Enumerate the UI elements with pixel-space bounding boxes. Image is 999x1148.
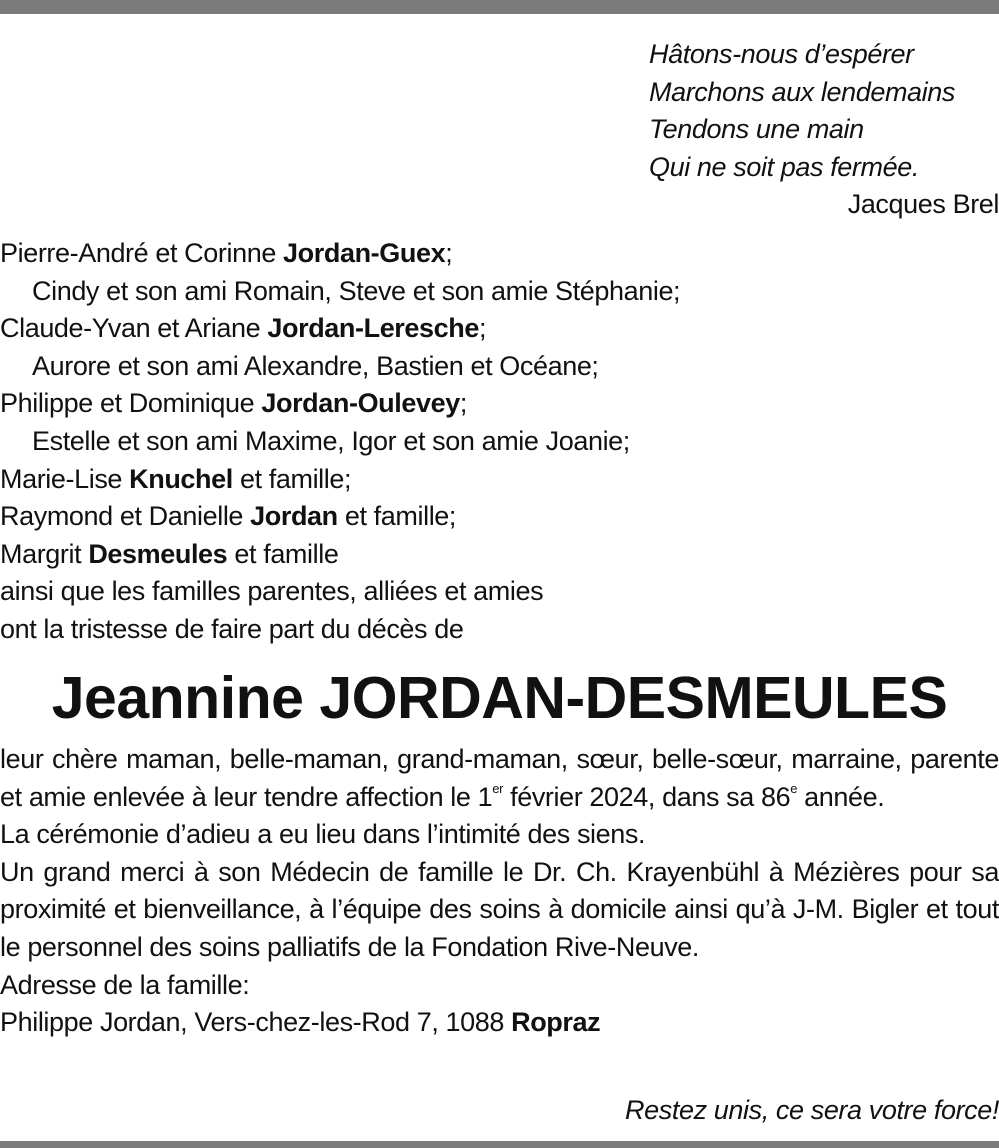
closing-phrase: Restez unis, ce sera votre force! xyxy=(625,1095,999,1125)
tribute-text xyxy=(0,741,999,1042)
ordinal-suffix: e xyxy=(790,780,798,796)
family-surname: Jordan xyxy=(250,501,338,532)
family-line xyxy=(0,423,999,461)
family-surname: Jordan-Leresche xyxy=(267,313,479,344)
family-surname: Jordan-Oulevey xyxy=(261,388,460,419)
family-text: Claude-Yvan et Ariane xyxy=(0,313,268,344)
family-surname: Knuchel xyxy=(129,463,233,494)
family-line xyxy=(0,310,999,348)
poem-line-2: Marchons aux lendemains xyxy=(649,76,955,107)
tribute-paragraph xyxy=(0,741,999,816)
family-surname: Desmeules xyxy=(88,538,228,569)
family-line xyxy=(0,536,999,574)
thanks-paragraph: Un grand merci à son Médecin de famille le Dr. Ch. Krayenbühl à Mézières pour sa proximité et bienveillance, à l’équipe des soins à domicile ainsi qu’à J-M. Bigler et tout le personnel des soins palliatifs de la Fondation Rive-Neuve. xyxy=(0,856,999,962)
family-text: Raymond et Danielle xyxy=(0,501,251,532)
family-text: ; xyxy=(445,238,453,268)
family-line xyxy=(0,611,999,649)
family-text: Marie-Lise xyxy=(0,463,130,494)
family-line xyxy=(0,498,999,536)
family-line xyxy=(0,348,999,386)
family-line xyxy=(0,461,999,499)
bottom-rule xyxy=(0,1141,999,1148)
tribute-text-part: février 2024, dans sa 86 xyxy=(503,781,791,812)
family-line xyxy=(0,573,999,611)
family-list xyxy=(0,235,999,649)
poem-line-4: Qui ne soit pas fermée. xyxy=(649,151,919,182)
poem-line-1: Hâtons-nous d’espérer xyxy=(649,39,914,69)
ordinal-suffix: er xyxy=(492,780,504,796)
family-address xyxy=(0,1004,999,1042)
ceremony-paragraph: La cérémonie d’adieu a eu lieu dans l’intimité des siens. xyxy=(0,819,646,850)
top-rule xyxy=(0,0,999,14)
deceased-name: Jeannine JORDAN-DESMEULES xyxy=(51,665,948,731)
poem-author: Jacques Brel xyxy=(847,189,999,219)
poem-line-3: Tendons une main xyxy=(649,114,864,144)
address-text: Philippe Jordan, Vers-chez-les-Rod 7, 1088 xyxy=(0,1007,512,1038)
family-surname: Jordan-Guex xyxy=(283,238,446,268)
family-text: ont la tristesse de faire part du décès de xyxy=(0,613,464,644)
family-text: ; xyxy=(459,388,467,419)
tribute-text-part: année. xyxy=(797,781,885,812)
address-town: Ropraz xyxy=(511,1007,601,1038)
family-text: Pierre-André et Corinne xyxy=(0,238,284,268)
family-text: Margrit xyxy=(0,538,89,569)
family-text: ; xyxy=(478,313,487,344)
family-line xyxy=(0,385,999,423)
family-text: Philippe et Dominique xyxy=(0,388,262,419)
family-text: ainsi que les familles parentes, alliées et amies xyxy=(0,576,544,607)
family-line xyxy=(0,273,999,311)
family-text: Estelle et son ami Maxime, Igor et son amie Joanie; xyxy=(32,425,630,456)
epigraph-poem xyxy=(649,36,999,186)
address-heading: Adresse de la famille: xyxy=(0,969,250,1000)
family-text: et famille; xyxy=(232,463,352,494)
tribute-text-part: leur chère maman, belle-maman, grand-maman, sœur, belle-sœur, marraine, parente et amie enlevée à leur tendre affection le 1 xyxy=(0,744,999,812)
family-text: Cindy et son ami Romain, Steve et son amie Stéphanie; xyxy=(32,275,681,306)
family-line xyxy=(0,235,999,273)
family-text: et famille; xyxy=(337,501,457,532)
family-text: Aurore et son ami Alexandre, Bastien et Océane; xyxy=(32,350,599,381)
family-text: et famille xyxy=(227,538,339,569)
